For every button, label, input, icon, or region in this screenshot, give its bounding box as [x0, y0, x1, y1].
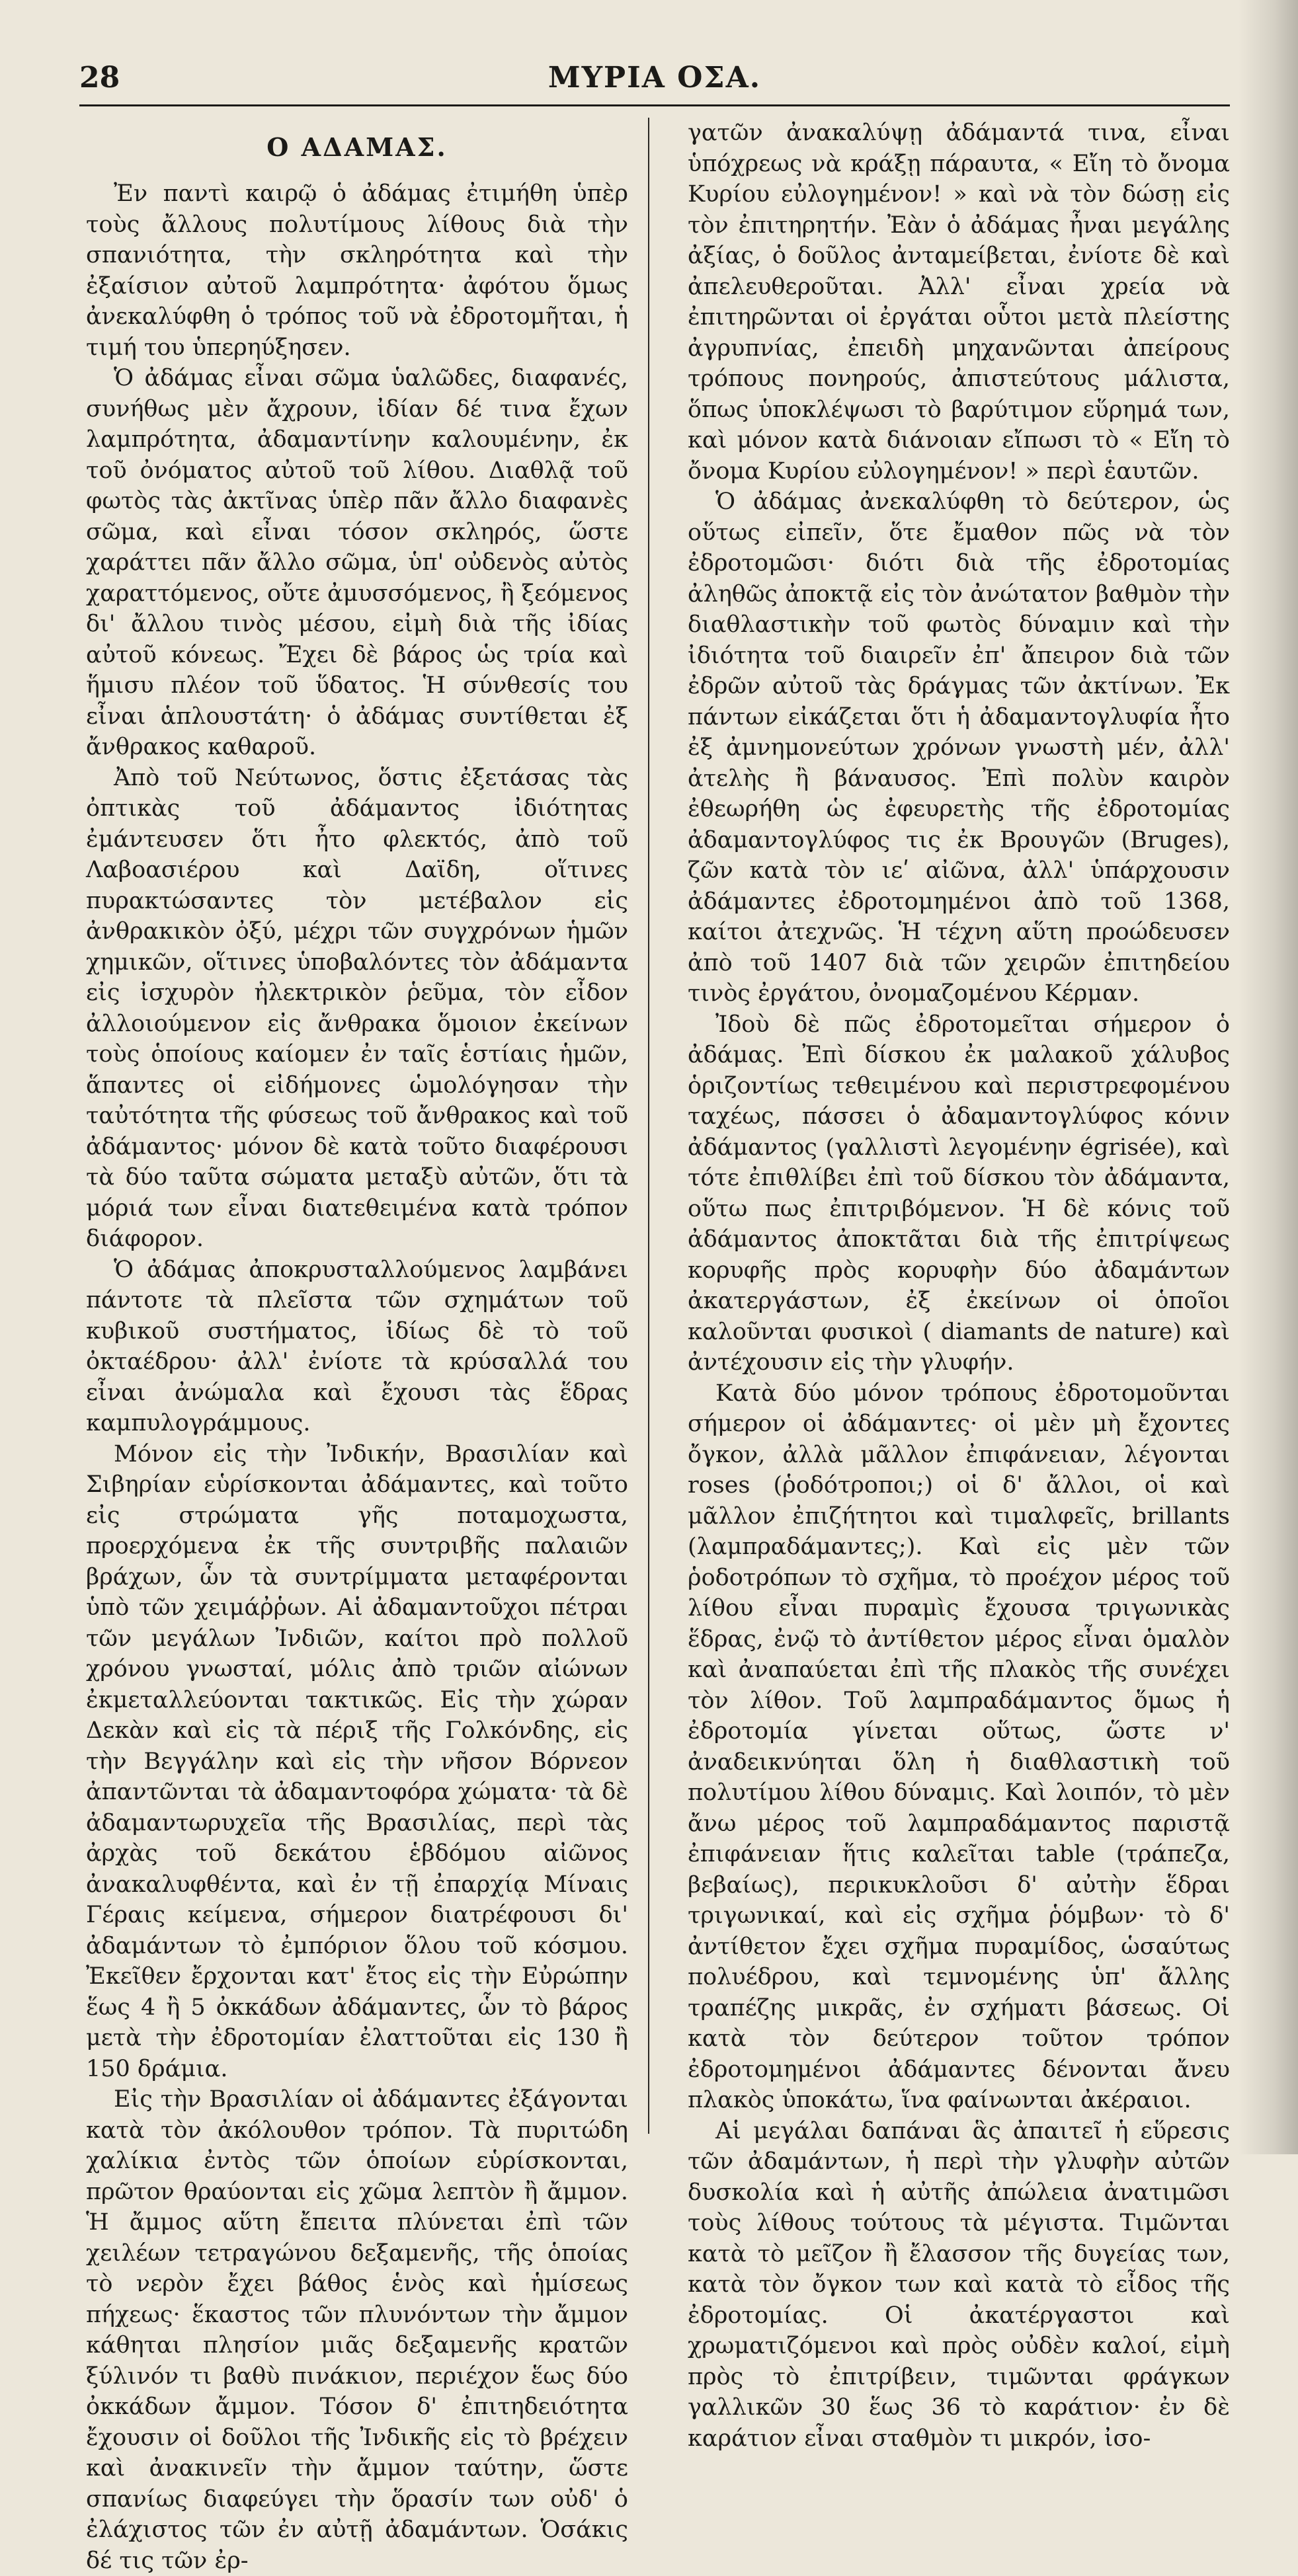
- paragraph: Εἰς τὴν Βρασιλίαν οἱ ἀδάμαντες ἐξάγονται κατὰ τὸν ἀκόλουθον τρόπον. Τὰ πυριτώδη χαλίκια ἐντὸς τῶν ὁποίων εὑρίσκονται, πρῶτον θραύονται εἰς χῶμα λεπτὸν ἢ ἄμμον. Ἡ ἄμμος αὕτη ἔπειτα πλύνεται ἐπὶ τῶν χειλέων τετραγώνου δεξαμενῆς, τῆς ὁποίας τὸ νερὸν ἔχει βάθος ἑνὸς καὶ ἡμίσεως πήχεως· ἕκαστος τῶν πλυνόντων τὴν ἄμμον κάθηται πλησίον μιᾶς δεξαμενῆς κρατῶν ξύλινόν τι βαθὺ πινάκιον, περιέχον ἕως δύο ὀκκάδων ἄμμον. Τόσον δ' ἐπιτηδειότητα ἔχουσιν οἱ δοῦλοι τῆς Ἰνδικῆς εἰς τὸ βρέχειν καὶ ἀνακινεῖν τὴν ἄμμον ταύτην, ὥστε σπανίως διαφεύγει τὴν ὅρασίν των οὐδ' ὁ ἐλάχιστος τῶν ἐν αὐτῇ ἀδαμάντων. Ὁσάκις δέ τις τῶν ἐρ-: [86, 2086, 628, 2574]
- left-column: [86, 118, 628, 2576]
- article-title: Ο ΑΔΑΜΑΣ.: [266, 132, 448, 162]
- page-gutter-shadow: [1238, 0, 1298, 2154]
- paragraph: Αἱ μεγάλαι δαπάναι ἃς ἀπαιτεῖ ἡ εὕρεσις τῶν ἀδαμάντων, ἡ περὶ τὴν γλυφὴν αὐτῶν δυσκολία καὶ ἡ αὐτῆς ἀπώλεια ἀνατιμῶσι τοὺς λίθους τούτους τὰ μέγιστα. Τιμῶνται κατὰ τὸ μεῖζον ἢ ἔλασσον τῆς δυγείας των, κατὰ τὸν ὄγκον των καὶ κατὰ τὸ εἶδος τῆς ἐδροτομίας. Οἱ ἀκατέργαστοι καὶ χρωματιζόμενοι καὶ πρὸς οὐδὲν καλοί, εἰμὴ πρὸς τὸ ἐπιτρίβειν, τιμῶνται φράγκων γαλλικῶν 30 ἕως 36 τὸ καράτιον· ἐν δὲ καράτιον εἶναι σταθμὸν τι μικρόν, ἰσο-: [688, 2117, 1230, 2452]
- paragraph: Ἀπὸ τοῦ Νεύτωνος, ὅστις ἐξετάσας τὰς ὀπτικὰς τοῦ ἀδάμαντος ἰδιότητας ἐμάντευσεν ὅτι ἦτο φλεκτός, ἀπὸ τοῦ Λαβοασιέρου καὶ Δαϊδη, οἵτινες πυρακτώσαντες τὸν μετέβαλον εἰς ἀνθρακικὸν ὀξύ, μέχρι τῶν συγχρόνων ἡμῶν χημικῶν, οἵτινες ὑποβαλόντες τὸν ἀδάμαντα εἰς ἰσχυρὸν ἠλεκτρικὸν ῥεῦμα, τὸν εἶδον ἀλλοιούμενον εἰς ἄνθρακα ὅμοιον ἐκείνων τοὺς ὁποίους καίομεν ἐν ταῖς ἑστίαις ἡμῶν, ἅπαντες οἱ εἰδήμονες ὡμολόγησαν τὴν ταὐτότητα τῆς φύσεως τοῦ ἄνθρακος καὶ τοῦ ἀδάμαντος· μόνον δὲ κατὰ τοῦτο διαφέρουσι τὰ δύο ταῦτα σώματα μεταξὺ αὐτῶν, ὅτι τὰ μόριά των εἶναι διατεθειμένα κατὰ τρόπον διάφορον.: [86, 764, 628, 1252]
- paragraph: Ἰδοὺ δὲ πῶς ἐδροτομεῖται σήμερον ὁ ἀδάμας. Ἐπὶ δίσκου ἐκ μαλακοῦ χάλυβος ὁριζοντίως τεθειμένου καὶ περιστρεφομένου ταχέως, πάσσει ὁ ἀδαμαντογλύφος κόνιν ἀδάμαντος (γαλλιστὶ λεγομένην égrisée), καὶ τότε ἐπιθλίβει ἐπὶ τοῦ δίσκου τὸν ἀδάμαντα, οὕτω πως ἐπιτριβόμενον. Ἡ δὲ κόνις τοῦ ἀδάμαντος ἀποκτᾶται διὰ τῆς ἐπιτρίψεως κορυφῆς πρὸς κορυφὴν δύο ἀδαμάντων ἀκατεργάστων, ἐξ ἐκείνων οἱ ὁποῖοι καλοῦνται φυσικοὶ ( diamants de nature) καὶ ἀντέχουσιν εἰς τὴν γλυφήν.: [688, 1011, 1230, 1376]
- page-number: 28: [79, 61, 120, 95]
- running-head: ΜΥΡΙΑ ΟΣΑ.: [548, 61, 762, 95]
- paragraph: Ὁ ἀδάμας εἶναι σῶμα ὑαλῶδες, διαφανές, συνήθως μὲν ἄχρουν, ἰδίαν δέ τινα ἔχων λαμπρότητα, ἀδαμαντίνην καλουμένην, ἐκ τοῦ ὀνόματος αὐτοῦ τοῦ λίθου. Διαθλᾷ τοῦ φωτὸς τὰς ἀκτῖνας ὑπὲρ πᾶν ἄλλο διαφανὲς σῶμα, καὶ εἶναι τόσον σκληρός, ὥστε χαράττει πᾶν ἄλλο σῶμα, ὑπ' οὐδενὸς αὐτὸς χαραττόμενος, οὔτε ἀμυσσόμενος, ἢ ξεόμενος δι' ἄλλου τινὸς μέσου, εἰμὴ διὰ τῆς ἰδίας αὐτοῦ κόνεως. Ἔχει δὲ βάρος ὡς τρία καὶ ἥμισυ πλέον τοῦ ὕδατος. Ἡ σύνθεσίς του εἶναι ἁπλουστάτη· ὁ ἀδάμας συντίθεται ἐξ ἄνθρακος καθαροῦ.: [86, 365, 628, 760]
- column-divider: [648, 118, 649, 2134]
- paragraph: Ὁ ἀδάμας ἀποκρυσταλλούμενος λαμβάνει πάντοτε τὰ πλεῖστα τῶν σχημάτων τοῦ κυβικοῦ συστήματος, ἰδίως δὲ τὸ τοῦ ὀκταέδρου· ἀλλ' ἐνίοτε τὰ κρύσαλλά του εἶναι ἀνώμαλα καὶ ἔχουσι τὰς ἕδρας καμπυλογράμμους.: [86, 1256, 628, 1436]
- page-header: [79, 58, 1230, 98]
- header-rule: [79, 104, 1230, 106]
- paragraph: Ἐν παντὶ καιρῷ ὁ ἀδάμας ἐτιμήθη ὑπὲρ τοὺς ἄλλους πολυτίμους λίθους διὰ τὴν σπανιότητα, τὴν σκληρότητα καὶ τὴν ἐξαίσιον αὐτοῦ λαμπρότητα· ἀφότου ὅμως ἀνεκαλύφθη ὁ τρόπος τοῦ νὰ ἐδροτομῆται, ἡ τιμή του ὑπερηύξησεν.: [86, 180, 628, 361]
- paragraph: Κατὰ δύο μόνον τρόπους ἐδροτομοῦνται σήμερον οἱ ἀδάμαντες· οἱ μὲν μὴ ἔχοντες ὄγκον, ἀλλὰ μᾶλλον ἐπιφάνειαν, λέγονται roses (ῥοδότροποι;) οἱ δ' ἄλλοι, οἱ καὶ μᾶλλον ἐπιζήτητοι καὶ τιμαλφεῖς, brillants (λαμπραδάμαντες;). Καὶ εἰς μὲν τῶν ῥοδοτρόπων τὸ σχῆμα, τὸ προέχον μέρος τοῦ λίθου εἶναι πυραμὶς ἔχουσα τριγωνικὰς ἕδρας, ἐνῷ τὸ ἀντίθετον μέρος εἶναι ὁμαλὸν καὶ ἀναπαύεται ἐπὶ τῆς πλακὸς τῆς συνέχει τὸν λίθον. Τοῦ λαμπραδάμαντος ὅμως ἡ ἐδροτομία γίνεται οὕτως, ὥστε ν' ἀναδεικνύηται ὅλη ἡ διαθλαστικὴ τοῦ πολυτίμου λίθου δύναμις. Καὶ λοιπόν, τὸ μὲν ἄνω μέρος τοῦ λαμπραδάμαντος παριστᾷ ἐπιφάνειαν ἥτις καλεῖται table (τράπεζα, βεβαίως), περικυκλοῦσι δ' αὐτὴν ἕδραι τριγωνικαί, καὶ εἰς σχῆμα ῥόμβων· τὸ δ' ἀντίθετον ἔχει σχῆμα πυραμίδος, ὡσαύτως πολυέδρου, καὶ τεμνομένης ὑπ' ἄλλης τραπέζης μικρᾶς, ἐν σχήματι βάσεως. Οἱ κατὰ τὸν δεύτερον τοῦτον τρόπον ἐδροτομημένοι ἀδάμαντες δένονται ἄνευ πλακὸς ὑποκάτω, ἵνα φαίνωνται ἀκέραιοι.: [688, 1380, 1230, 2113]
- paragraph: Ὁ ἀδάμας ἀνεκαλύφθη τὸ δεύτερον, ὡς οὕτως εἰπεῖν, ὅτε ἔμαθον πῶς νὰ τὸν ἐδροτομῶσι· διότι διὰ τῆς ἐδροτομίας ἀληθῶς ἀποκτᾷ εἰς τὸν ἀνώτατον βαθμὸν τὴν διαθλαστικὴν τοῦ φωτὸς δύναμιν καὶ τὴν ἰδιότητα τοῦ διαιρεῖν ἐπ' ἄπειρον διὰ τῶν ἐδρῶν αὐτοῦ τὰς δράγμας τῶν ἀκτίνων. Ἐκ πάντων εἰκάζεται ὅτι ἡ ἀδαμαντογλυφία ἦτο ἐξ ἀμνημονεύτων χρόνων γνωστὴ μέν, ἀλλ' ἀτελὴς ἢ βάναυσος. Ἐπὶ πολὺν καιρὸν ἐθεωρήθη ὡς ἐφευρετὴς τῆς ἐδροτομίας ἀδαμαντογλύφος τις ἐκ Βρουγῶν (Bruges), ζῶν κατὰ τὸν ιεʹ αἰῶνα, ἀλλ' ὑπάρχουσιν ἀδάμαντες ἐδροτομημένοι ἀπὸ τοῦ 1368, καίτοι ἀτεχνῶς. Ἡ τέχνη αὕτη προώδευσεν ἀπὸ τοῦ 1407 διὰ τῶν χειρῶν ἐπιτηδείου τινὸς ἐργάτου, ὀνομαζομένου Κέρμαν.: [688, 488, 1230, 1007]
- right-column: [688, 118, 1230, 2454]
- paragraph: Μόνον εἰς τὴν Ἰνδικήν, Βρασιλίαν καὶ Σιβηρίαν εὑρίσκονται ἀδάμαντες, καὶ τοῦτο εἰς στρώματα γῆς ποταμοχωστα, προερχόμενα ἐκ τῆς συντριβῆς παλαιῶν βράχων, ὧν τὰ συντρίμματα μεταφέρονται ὑπὸ τῶν χειμάῤῥων. Αἱ ἀδαμαντοῦχοι πέτραι τῶν μεγάλων Ἰνδιῶν, καίτοι πρὸ πολλοῦ χρόνου γνωσταί, μόλις ἀπὸ τριῶν αἰώνων ἐκμεταλλεύονται τακτικῶς. Εἰς τὴν χώραν Δεκὰν καὶ εἰς τὰ πέριξ τῆς Γολκόνδης, εἰς τὴν Βεγγάλην καὶ εἰς τὴν νῆσον Βόρνεον ἀπαντῶνται τὰ ἀδαμαντοφόρα χώματα· τὰ δὲ ἀδαμαντωρυχεῖα τῆς Βρασιλίας, περὶ τὰς ἀρχὰς τοῦ δεκάτου ἑβδόμου αἰῶνος ἀνακαλυφθέντα, καὶ ἐν τῇ ἐπαρχίᾳ Μίναις Γέραις κείμενα, σήμερον διατρέφουσι δι' ἀδαμάντων τὸ ἐμπόριον ὅλου τοῦ κόσμου. Ἐκεῖθεν ἔρχονται κατ' ἔτος εἰς τὴν Εὐρώπην ἕως 4 ἢ 5 ὀκκάδων ἀδάμαντες, ὧν τὸ βάρος μετὰ τὴν ἐδροτομίαν ἐλαττοῦται εἰς 130 ἢ 150 δράμια.: [86, 1440, 628, 2082]
- paragraph-continuation: γατῶν ἀνακαλύψῃ ἀδάμαντά τινα, εἶναι ὑπόχρεως νὰ κράξῃ πάραυτα, « Εἴη τὸ ὄνομα Κυρίου εὐλογημένον! » καὶ νὰ τὸν δώσῃ εἰς τὸν ἐπιτηρητήν. Ἐὰν ὁ ἀδάμας ἦναι μεγάλης ἀξίας, ὁ δοῦλος ἀνταμείβεται, ἐνίοτε δὲ καὶ ἀπελευθεροῦται. Ἀλλ' εἶναι χρεία νὰ ἐπιτηρῶνται οἱ ἐργάται οὗτοι μετὰ πλείστης ἀγρυπνίας, ἐπειδὴ μηχανῶνται ἀπείρους τρόπους πονηρούς, ἀπιστεύτους μάλιστα, ὅπως ὑποκλέψωσι τὸ βαρύτιμον εὕρημά των, καὶ μόνον κατὰ διάνοιαν εἴπωσι τὸ « Εἴη τὸ ὄνομα Κυρίου εὐλογημένον! » περὶ ἑαυτῶν.: [688, 120, 1230, 485]
